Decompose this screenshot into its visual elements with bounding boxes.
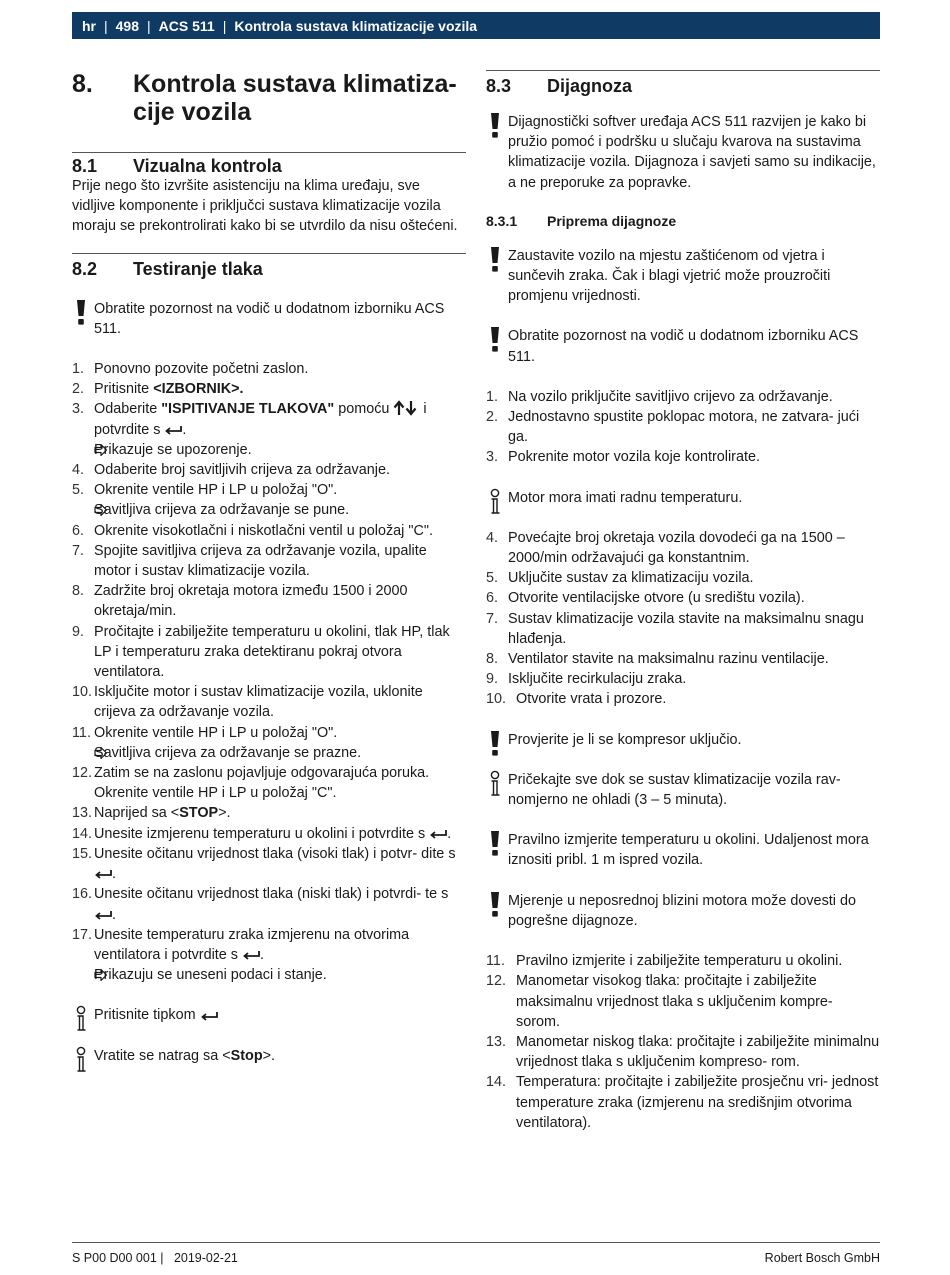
measurement-steps	[486, 951, 880, 1133]
section-8-1-text: Prije nego što izvršite asistenciju na klima uređaju, sve vidljive komponente i priključci sustava klimatizacije vozila moraju se prekontrolirati kako bi se utvrdilo da nisu oštećeni.	[72, 178, 458, 235]
enter-key-icon	[242, 950, 260, 960]
chapter-number: 8.	[72, 70, 93, 98]
diagnosis-prep-steps	[486, 387, 880, 468]
warning-note: Provjerite je li se kompresor uključio.	[486, 730, 880, 750]
chapter-title-line1: Kontrola sustava klimatiza-	[133, 70, 457, 98]
chapter-heading	[72, 70, 466, 126]
list-item: 3. Pokrenite motor vozila koje kontrolirate.	[486, 449, 760, 466]
footer-rule	[72, 1242, 880, 1243]
list-item: 6. Okrenite visokotlačni i niskotlačni ventil u položaj "C".	[72, 522, 433, 539]
result-arrow-icon	[94, 443, 108, 457]
list-item: 8. Zadržite broj okretaja motora između 1500 i 2000 okretaja/min.	[72, 583, 408, 620]
enter-key-icon	[200, 1011, 218, 1021]
info-icon	[72, 1046, 90, 1074]
list-item: 15. Unesite očitanu vrijednost tlaka (visoki tlak) i potvr- dite s .	[72, 845, 456, 883]
warning-exclamation-icon	[486, 326, 504, 354]
info-note: Pričekajte sve dok se sustav klimatizacije vozila rav- nomjerno ne ohladi (3 – 5 minuta).	[486, 770, 880, 810]
list-item: 17. Unesite temperaturu zraka izmjerenu na otvorima ventilatora i potvrdite s .	[72, 926, 410, 963]
list-item: 2. Pritisnite <IZBORNIK>.	[72, 381, 244, 398]
warning-note: Obratite pozornost na vodič u dodatnom izborniku ACS 511.	[486, 326, 880, 366]
footer-doc-code: S P00 D00 001	[72, 1251, 157, 1265]
list-item: 7. Spojite savitljiva crijeva za održavanje vozila, upalite motor i sustav klimatizacije vozila.	[72, 542, 427, 580]
result-line: Savitljiva crijeva za održavanje se prazne.	[94, 744, 362, 761]
footer-company: Robert Bosch GmbH	[764, 1251, 880, 1265]
list-item: 5. Okrenite ventile HP i LP u položaj "O".	[72, 482, 338, 499]
list-item: 10. Otvorite vrata i prozore.	[486, 691, 667, 708]
section-heading-8-2: 8.2 Testiranje tlaka	[72, 258, 263, 279]
section-rule	[486, 70, 880, 71]
list-item: 4. Odaberite broj savitljivih crijeva za održavanje.	[72, 462, 390, 479]
warning-note: Obratite pozornost na vodič u dodatnom izborniku ACS 511.	[72, 299, 466, 339]
enter-key-icon	[94, 910, 112, 920]
header-page-number: 498	[115, 17, 139, 34]
warning-exclamation-icon	[486, 112, 504, 140]
info-note: Vratite se natrag sa <Stop>.	[72, 1046, 466, 1066]
list-item: 11. Okrenite ventile HP i LP u položaj "O".	[72, 724, 338, 741]
list-item: 13. Manometar niskog tlaka: pročitajte i zabilježite minimalnu vrijednost tlaka s uključenim kompreso- rom.	[486, 1033, 880, 1071]
enter-key-icon	[94, 869, 112, 879]
footer-date: 2019-02-21	[173, 1251, 238, 1265]
list-item: 9. Isključite recirkulaciju zraka.	[486, 671, 687, 688]
header-title: Kontrola sustava klimatizacije vozila	[234, 17, 478, 34]
list-item: 16. Unesite očitanu vrijednost tlaka (niski tlak) i potvrdi- te s .	[72, 886, 449, 923]
warning-exclamation-icon	[486, 891, 504, 919]
warning-exclamation-icon	[486, 730, 504, 758]
list-item: 4. Povećajte broj okretaja vozila dovodeći ga na 1500 – 2000/min održavajući ga konstantnim.	[486, 529, 845, 567]
list-item: 12. Zatim se na zaslonu pojavljuje odgovarajuća poruka. Okrenite ventile HP i LP u položaj "C".	[72, 765, 430, 802]
list-item: 1. Na vozilo priključite savitljivo crijevo za održavanje.	[486, 388, 833, 405]
right-column	[486, 70, 880, 1133]
header-lang: hr	[82, 17, 96, 34]
warning-note: Mjerenje u neposrednoj blizini motora može dovesti do pogrešne dijagnoze.	[486, 891, 880, 931]
header-product: ACS 511	[158, 17, 215, 34]
list-item: 8. Ventilator stavite na maksimalnu razinu ventilacije.	[486, 651, 829, 668]
warning-exclamation-icon	[486, 830, 504, 858]
header-bar: hr | 498 | ACS 511 | Kontrola sustava klimatizacije vozila	[72, 12, 880, 39]
list-item: 6. Otvorite ventilacijske otvore (u središtu vozila).	[486, 590, 805, 607]
result-line: Prikazuje se upozorenje.	[94, 441, 252, 458]
list-item: 14. Unesite izmjerenu temperaturu u okolini i potvrdite s .	[72, 825, 452, 842]
result-arrow-icon	[94, 746, 108, 760]
list-item: 10. Isključite motor i sustav klimatizacije vozila, uklonite crijeva za održavanje vozila.	[72, 684, 423, 721]
list-item: 9. Pročitajte i zabilježite temperaturu u okolini, tlak HP, tlak LP i temperaturu zraka detektiranu pokraj otvora ventilatora.	[72, 623, 450, 681]
warning-exclamation-icon	[486, 246, 504, 274]
list-item: 3. Odaberite "ISPITIVANJE TLAKOVA" pomoću i potvrdite s .	[72, 401, 427, 438]
enter-key-icon	[429, 829, 447, 839]
diagnosis-prep-steps-cont	[486, 528, 880, 710]
info-note: Motor mora imati radnu temperaturu.	[486, 488, 880, 508]
warning-note: Dijagnostički softver uređaja ACS 511 razvijen je kako bi pružio pomoć i podršku u slučaju kvarova na sustavima klimatizacije vozila. Dijagnoza i savjeti samo su indikacije, a ne preporuke za popravke.	[486, 112, 880, 193]
result-arrow-icon	[94, 503, 108, 517]
section-heading-8-3: 8.3 Dijagnoza	[486, 76, 633, 96]
list-item: 2. Jednostavno spustite poklopac motora, ne zatvara- jući ga.	[486, 409, 860, 446]
section-rule	[72, 253, 466, 254]
warning-note: Pravilno izmjerite temperaturu u okolini. Udaljenost mora iznositi pribl. 1 m ispred vozila.	[486, 830, 880, 870]
list-item: 11. Pravilno izmjerite i zabilježite temperaturu u okolini.	[486, 953, 843, 970]
result-line: Savitljiva crijeva za održavanje se pune.	[94, 502, 350, 519]
section-heading-8-1: 8.1 Vizualna kontrola	[72, 156, 282, 176]
list-item: 14. Temperatura: pročitajte i zabilježite prosječnu vri- jednost temperature zraka (izmjerenu na središnjim otvorima ventilatora).	[486, 1074, 879, 1131]
arrow-up-down-icon	[393, 400, 419, 416]
pressure-test-steps	[72, 359, 466, 985]
enter-key-icon	[164, 425, 182, 435]
warning-note: Zaustavite vozilo na mjestu zaštićenom od vjetra i sunčevih zraka. Čak i blagi vjetrić može prouzročiti promjenu vrijednosti.	[486, 246, 880, 307]
result-line: Prikazuju se uneseni podaci i stanje.	[94, 967, 327, 984]
info-icon	[486, 770, 504, 798]
footer-left: S P00 D00 001 | 2019-02-21	[72, 1251, 238, 1265]
chapter-title-line2: cije vozila	[133, 98, 252, 126]
subsection-heading-8-3-1: 8.3.1 Priprema dijagnoze	[486, 212, 677, 229]
info-note: Pritisnite tipkom	[72, 1005, 466, 1025]
info-icon	[72, 1005, 90, 1033]
list-item: 5. Uključite sustav za klimatizaciju vozila.	[486, 570, 754, 587]
info-icon	[486, 488, 504, 516]
warning-exclamation-icon	[72, 299, 90, 327]
left-column	[72, 70, 466, 1066]
result-arrow-icon	[94, 968, 108, 982]
list-item: 1. Ponovno pozovite početni zaslon.	[72, 361, 309, 378]
list-item: 13. Naprijed sa <STOP>.	[72, 805, 231, 822]
list-item: 7. Sustav klimatizacije vozila stavite na maksimalnu snagu hlađenja.	[486, 610, 864, 647]
list-item: 12. Manometar visokog tlaka: pročitajte i zabilježite maksimalnu vrijednost tlaka s uključenim kompre- sorom.	[486, 973, 833, 1030]
